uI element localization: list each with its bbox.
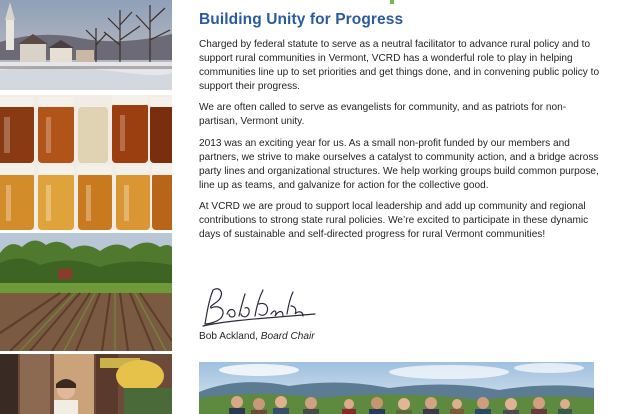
winter-village-photo [0,0,172,90]
farm-field-photo [0,233,172,351]
signer-title: Board Chair [260,331,315,342]
signer-line [199,331,315,342]
paragraph-2: We are often called to serve as evangelists for community, and as patriots for non-partisan, Vermont unity. [199,102,567,128]
article-heading: Building Unity for Progress [199,11,404,28]
signer-separator: , [255,331,261,342]
article-body [199,38,601,249]
paragraph-1: Charged by federal statute to serve as a neutral facilitator to advance rural policy and to support rural communities in Vermont, VCRD has a wonderful role to play in helping communities line up to set priorities and get things done, and in convening public policy to support their progress. [199,39,600,93]
photo-column [0,0,172,414]
signer-name: Bob Ackland [199,331,256,342]
paragraph-4: At VCRD we are proud to support local leadership and add up community and regional contributions to strong state rural policies. We’re excited to participate in these dynamic days of sustainable and self-directed progress for rural Vermont communities! [199,200,589,241]
paragraph-3: 2013 was an exciting year for us. As a small non-profit funded by our members and partners, we strive to make ourselves a catalyst to community action, and a bridge across party lines and organizational structures. We help working groups build common purpose, line up as teams, and galvanize for action for the collective good. [199,137,599,191]
group-photo [199,362,594,414]
maple-syrup-jars-photo [0,95,172,230]
storefront-photo [0,354,172,414]
handwritten-signature [199,284,319,328]
green-accent-mark [390,0,394,4]
